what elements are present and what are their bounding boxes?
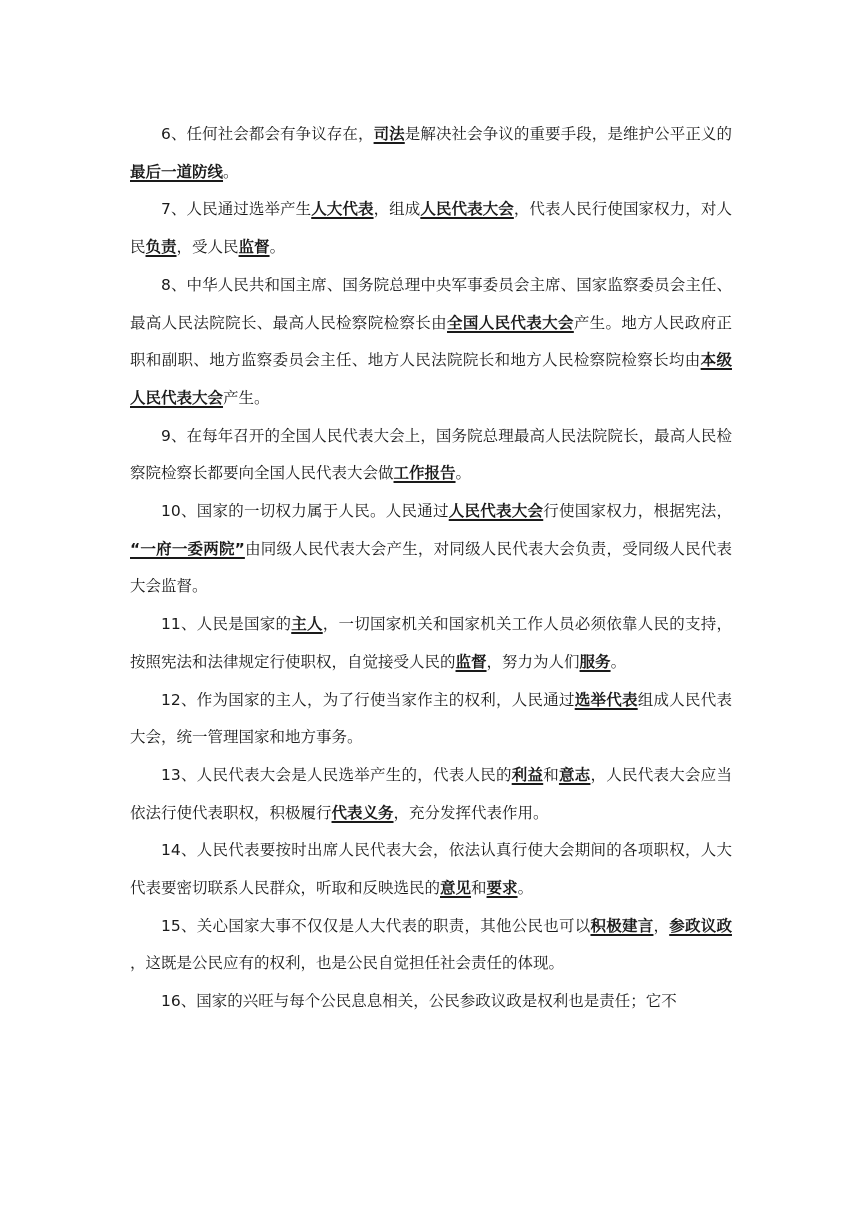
body-text: 8、中华人民共和国主席、国务院总理中央军事委员会主席、国家监察委员会主任、最高人民法院院长、最高人民检察院检察长由 [130, 275, 732, 332]
paragraph-p7 [130, 191, 732, 266]
keyword-text: 本级人民代表大会 [130, 351, 732, 407]
paragraph-p14 [130, 832, 732, 907]
body-text: 和 [471, 879, 487, 898]
body-text: 由同级人民代表大会产生，对同级人民代表大会负责，受同级人民代表大会监督。 [130, 539, 732, 596]
body-text: 。 [223, 162, 239, 181]
keyword-text: 参政议政 [669, 916, 732, 935]
body-text: ，人民代表大会应当依法行使代表职权，积极履行 [130, 765, 732, 822]
body-text: ，充分发挥代表作用。 [393, 803, 549, 822]
body-text: 16、国家的兴旺与每个公民息息相关，公民参政议政是权利也是责任；它不 [161, 992, 677, 1011]
body-text: 11、人民是国家的 [161, 615, 292, 634]
keyword-text: 工作报告 [393, 464, 456, 483]
paragraph-p11 [130, 606, 732, 681]
body-text: 6、任何社会都会有争议存在， [161, 125, 374, 143]
body-text: ，代表人民行使国家权力，对人民 [130, 200, 732, 257]
paragraph-p16 [130, 983, 732, 1021]
body-text: 13、人民代表大会是人民选举产生的，代表人民的 [161, 765, 512, 784]
body-text: ，这既是公民应有的权利，也是公民自觉担任社会责任的体现。 [130, 954, 565, 973]
keyword-text: 人大代表 [311, 200, 374, 219]
keyword-text: 人民代表大会 [448, 502, 544, 521]
keyword-text: 意见 [440, 879, 472, 898]
paragraph-p13 [130, 757, 732, 832]
paragraph-p8 [130, 267, 732, 418]
body-text: 10、国家的一切权力属于人民。人民通过 [161, 502, 449, 521]
body-text: ，组成 [373, 200, 421, 219]
keyword-text: 全国人民代表大会 [447, 313, 574, 332]
body-text: 产生。 [223, 388, 270, 407]
keyword-text: 最后一道防线 [130, 162, 224, 181]
paragraph-p9 [130, 418, 732, 493]
keyword-text: 要求 [486, 879, 518, 898]
keyword-text: 积极建言 [590, 916, 654, 935]
body-text: ，受人民 [176, 238, 239, 257]
paragraph-p10 [130, 493, 732, 606]
keyword-text: 利益 [511, 765, 544, 784]
body-text: 。 [610, 652, 627, 671]
body-text: 产生。地方人民政府正职和副职、地方监察委员会主任、地方人民法院院长和地方人民检察院检察长均由 [130, 313, 732, 370]
keyword-text: 服务 [579, 652, 611, 671]
body-text: ，努力为人们 [486, 652, 580, 671]
keyword-text: 主人 [291, 615, 323, 634]
body-text: ， [653, 916, 670, 935]
keyword-text: 意志 [558, 765, 591, 784]
paragraph-p6 [130, 116, 732, 191]
body-text: 12、作为国家的主人，为了行使当家作主的权利，人民通过 [161, 690, 575, 709]
keyword-text: “一府一委两院” [130, 539, 245, 558]
body-text: 7、人民通过选举产生 [161, 200, 312, 219]
keyword-text: 监督 [238, 238, 270, 257]
body-text: 。 [517, 879, 534, 898]
body-text: ，一切国家机关和国家机关工作人员必须依靠人民的支持，按照宪法和法律规定行使职权，自觉接受人民的 [130, 615, 732, 671]
paragraph-p15 [130, 908, 732, 983]
body-text: 是解决社会争议的重要手段，是维护公平正义的 [404, 125, 732, 143]
keyword-text: 监督 [455, 652, 487, 671]
body-text: 9、在每年召开的全国人民代表大会上，国务院总理最高人民法院院长，最高人民检察院检察长都要向全国人民代表大会做 [130, 426, 732, 483]
body-text: 。 [455, 464, 472, 483]
keyword-text: 代表义务 [331, 803, 394, 822]
keyword-text: 人民代表大会 [420, 200, 514, 219]
body-text: 15、关心国家大事不仅仅是人大代表的职责，其他公民也可以 [161, 916, 591, 935]
keyword-text: 选举代表 [574, 690, 638, 709]
body-text: 和 [543, 765, 559, 784]
keyword-text: 司法 [373, 125, 405, 143]
body-text: 14、人民代表要按时出席人民代表大会，依法认真行使大会期间的各项职权，人大代表要密切联系人民群众，听取和反映选民的 [130, 841, 732, 898]
body-text: 。 [269, 238, 286, 257]
paragraph-p12 [130, 682, 732, 757]
keyword-text: 负责 [145, 238, 177, 257]
document-page [130, 116, 732, 1021]
body-text: 组成人民代表大会，统一管理国家和地方事务。 [130, 690, 732, 747]
body-text: 行使国家权力，根据宪法， [543, 502, 732, 521]
